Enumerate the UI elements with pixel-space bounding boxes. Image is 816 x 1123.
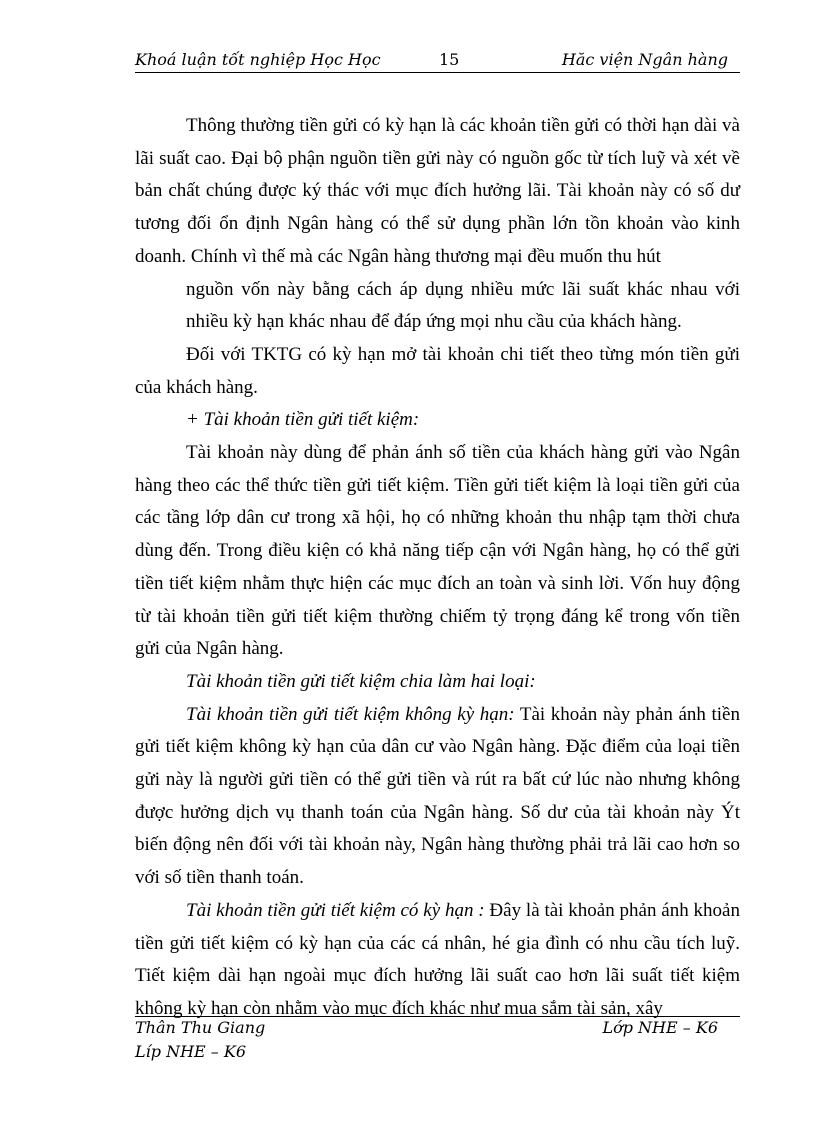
header-institution: Hăc viện Ngân hàng — [561, 50, 728, 69]
paragraph-savings-account: Tài khoản này dùng để phản ánh số tiền của khách hàng gửi vào Ngân hàng theo các thể thức tiền gửi tiết kiệm. Tiền gửi tiết kiệm là loại tiền gửi của các tầng lớp dân cư trong xã hội, họ có những khoản thu nhập tạm thời chưa dùng đến. Trong điều kiện có khả năng tiếp cận với Ngân hàng, họ có thể gửi tiền tiết kiệm nhằm thực hiện các mục đích an toàn và sinh lời. Vốn huy động từ tài khoản tiền gửi tiết kiệm thường chiếm tỷ trọng đáng kể trong vốn tiền gửi của Ngân hàng. — [135, 442, 740, 660]
paragraph-term-deposit: Thông thường tiền gửi có kỳ hạn là các khoản tiền gửi có thời hạn dài và lãi suất cao. Đại bộ phận nguồn tiền gửi này có nguồn gốc từ tích luỹ và xét về bản chất chúng được ký thác với mục đích hưởng lãi. Tài khoản này có số dư tương đối ổn định Ngân hàng có thể sử dụng phần lớn tồn khoản vào kinh doanh. Chính vì thế mà các Ngân hàng thương mại đều muốn thu hút — [135, 115, 740, 267]
footer-class-right: Lớp NHE – K6 — [602, 1018, 718, 1037]
page-header — [135, 48, 740, 73]
paragraph-term-savings — [135, 895, 740, 1026]
page-number: 15 — [439, 50, 460, 69]
paragraph-demand-savings-text: Tài khoản này phản ánh tiền gửi tiết kiệm không kỳ hạn của dân cư vào Ngân hàng. Đặc điểm của loại tiền gửi này là người gửi tiền có thể gửi tiền và rút ra bất cứ lúc nào nhưng không được hưởng dịch vụ thanh toán của Ngân hàng. Số dư của tài khoản này Ýt biến động nên đối với tài khoản này, Ngân hàng thường phải trả lãi cao hơn so với số tiền thanh toán. — [135, 703, 740, 889]
header-thesis-title: Khoá luận tốt nghiệp Học Học — [135, 50, 381, 69]
paragraph-tktg-detail: Đối với TKTG có kỳ hạn mở tài khoản chi tiết theo từng món tiền gửi của khách hàng. — [135, 343, 740, 398]
paragraph-demand-savings — [135, 699, 740, 895]
term-term-savings: Tài khoản tiền gửi tiết kiệm có kỳ hạn : — [186, 899, 485, 921]
paragraph-term-savings-text: Đây là tài khoản phản ánh khoản tiền gửi tiết kiệm có kỳ hạn của các cá nhân, hé gia đình có nhu cầu tích luỹ. Tiết kiệm dài hạn ngoài mục đích hưởng lãi suất cao hơn lãi suất tiết kiệm không kỳ hạn còn nhằm vào mục đích khác như mua sắm tài sản, xây — [135, 899, 740, 1019]
term-demand-savings: Tài khoản tiền gửi tiết kiệm không kỳ hạn: — [186, 703, 515, 725]
paragraph-savings-types: Tài khoản tiền gửi tiết kiệm chia làm hai loại: — [186, 670, 536, 692]
footer-author: Thân Thu Giang — [135, 1018, 266, 1037]
page-body — [135, 110, 740, 1026]
paragraph-term-deposit-continued: nguồn vốn này bằng cách áp dụng nhiều mức lãi suất khác nhau với nhiều kỳ hạn khác nhau để đáp ứng mọi nhu cầu của khách hàng. — [186, 278, 740, 333]
footer-class-left: Líp NHE – K6 — [135, 1042, 247, 1061]
footer-divider — [135, 1016, 740, 1017]
section-heading-savings: + Tài khoản tiền gửi tiết kiệm: — [186, 409, 420, 431]
